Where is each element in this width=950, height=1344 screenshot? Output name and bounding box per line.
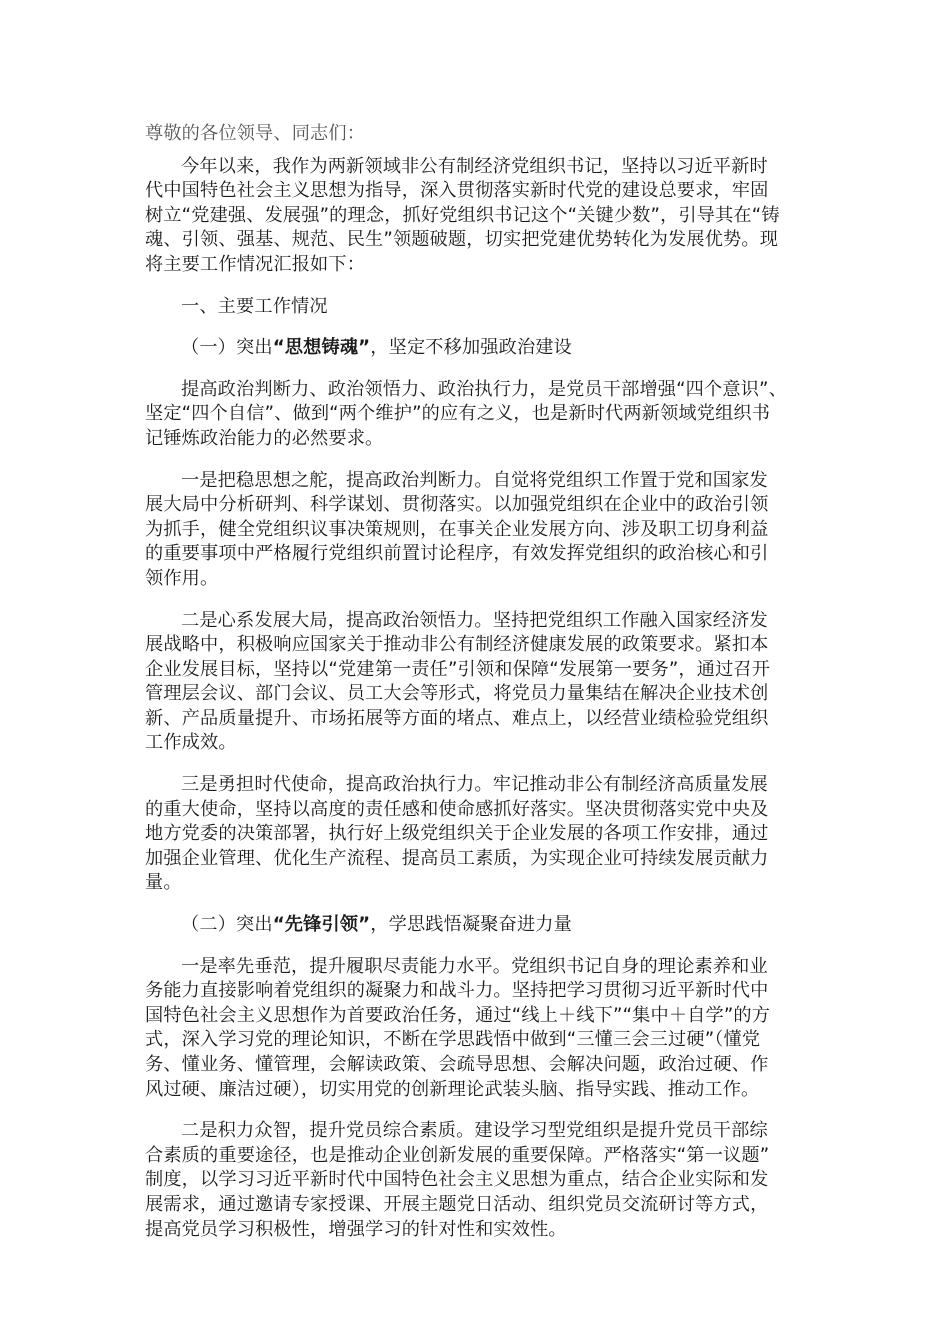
document-page — [145, 122, 808, 1259]
salutation: 尊敬的各位领导、同志们： — [145, 123, 366, 144]
text-line: 加强企业管理、优化生产流程、提高员工素质，为实现企业可持续发展贡献力 — [145, 847, 769, 869]
subsection-quote: “思想铸魂” — [272, 337, 371, 359]
text-line: 新、产品质量提升、市场拓展等方面的堵点、难点上，以经营业绩检验党组织 — [145, 707, 769, 729]
paragraph — [145, 378, 808, 452]
paragraph — [145, 1119, 808, 1242]
text-line: 的重大使命，坚持以高度的责任感和使命感抓好落实。坚决贯彻落实党中央及 — [145, 798, 769, 820]
text-line: 的重要事项中严格履行党组织前置讨论程序，有效发挥党组织的政治核心和引 — [145, 543, 769, 565]
text-line: 量。 — [145, 872, 182, 894]
text-line: 展战略中，积极响应国家关于推动非公有制经济健康发展的政策要求。紧扣本 — [145, 634, 769, 656]
text-line: 提高政治判断力、政治领悟力、政治执行力，是党员干部增强“四个意识”、 — [181, 378, 787, 400]
text-line: 提高党员学习积极性，增强学习的针对性和实效性。 — [145, 1218, 567, 1240]
text-line: 制度，以学习习近平新时代中国特色社会主义思想为重点，结合企业实际和发 — [145, 1169, 769, 1191]
text-line: 务、懂业务、懂管理，会解读政策、会疏导思想、会解决问题，政治过硬、作 — [145, 1054, 769, 1075]
text-line: 将主要工作情况汇报如下： — [145, 253, 366, 275]
text-line: 记锤炼政治能力的必然要求。 — [145, 427, 384, 449]
section-heading: 一、主要工作情况 — [181, 295, 328, 317]
text-line: 代中国特色社会主义思想为指导，深入贯彻落实新时代党的建设总要求，牢固 — [145, 180, 769, 202]
text-line: 工作成效。 — [145, 732, 237, 754]
text-line: 式，深入学习党的理论知识，不断在学思践悟中做到“三懂三会三过硬”（懂党 — [145, 1029, 761, 1051]
text-line: 合素质的重要途径，也是推动企业创新发展的重要保障。严格落实“第一议题” — [145, 1144, 770, 1166]
text-line: 风过硬、廉洁过硬），切实用党的创新理论武装头脑、指导实践、推动工作。 — [145, 1078, 760, 1100]
text-line: 一是率先垂范，提升履职尽责能力水平。党组织书记自身的理论素养和业 — [181, 955, 768, 977]
text-line: 坚定“四个自信”、做到“两个维护”的应有之义，也是新时代两新领域党组织书 — [145, 403, 771, 425]
text-line: 今年以来，我作为两新领域非公有制经济党组织书记，坚持以习近平新时 — [181, 155, 768, 177]
paragraph — [145, 609, 808, 757]
text-line: 魂、引领、强基、规范、民生”领题破题，切实把党建优势转化为发展优势。现 — [145, 229, 779, 251]
subsection-quote: “先锋引领” — [272, 914, 371, 936]
text-line: 领作用。 — [145, 567, 219, 589]
subsection-suffix: ，坚定不移加强政治建设 — [370, 337, 572, 359]
subsection-prefix: （一）突出 — [181, 337, 273, 359]
text-line: 树立“党建强、发展强”的理念，抓好党组织书记这个“关键少数”，引导其在“铸 — [145, 204, 780, 226]
text-line: 地方党委的决策部署，执行好上级党组织关于企业发展的各项工作安排，通过 — [145, 823, 769, 845]
subsection-suffix: ，学思践悟凝聚奋进力量 — [370, 914, 572, 936]
paragraph — [145, 469, 808, 592]
text-line: 为抓手，健全党组织议事决策规则，在事关企业发展方向、涉及职工切身利益 — [145, 518, 769, 540]
text-line: 展大局中分析研判、科学谋划、贯彻落实。以加强党组织在企业中的政治引领 — [145, 494, 769, 516]
paragraph — [145, 955, 808, 1103]
text-line: 展需求，通过邀请专家授课、开展主题党日活动、组织党员交流研讨等方式， — [145, 1193, 769, 1215]
text-line: 管理层会议、部门会议、员工大会等形式，将党员力量集结在解决企业技术创 — [145, 683, 769, 705]
subsection-heading-2 — [145, 913, 808, 938]
text-line: 企业发展目标，坚持以“党建第一责任”引领和保障“发展第一要务”，通过召开 — [145, 658, 771, 680]
subsection-prefix: （二）突出 — [181, 914, 273, 936]
text-line: 国特色社会主义思想作为首要政治任务，通过“线上＋线下”“集中＋自学”的方 — [145, 1004, 771, 1026]
text-line: 一是把稳思想之舵，提高政治判断力。自觉将党组织工作置于党和国家发 — [181, 469, 768, 491]
text-line: 三是勇担时代使命，提高政治执行力。牢记推动非公有制经济高质量发展 — [181, 774, 768, 796]
paragraph — [145, 773, 808, 896]
intro-paragraph — [145, 155, 808, 278]
text-line: 务能力直接影响着党组织的凝聚力和战斗力。坚持把学习贯彻习近平新时代中 — [145, 980, 769, 1002]
subsection-heading-1 — [145, 336, 808, 361]
text-line: 二是积力众智，提升党员综合素质。建设学习型党组织是提升党员干部综 — [181, 1120, 768, 1142]
text-line: 二是心系发展大局，提高政治领悟力。坚持把党组织工作融入国家经济发 — [181, 609, 768, 631]
